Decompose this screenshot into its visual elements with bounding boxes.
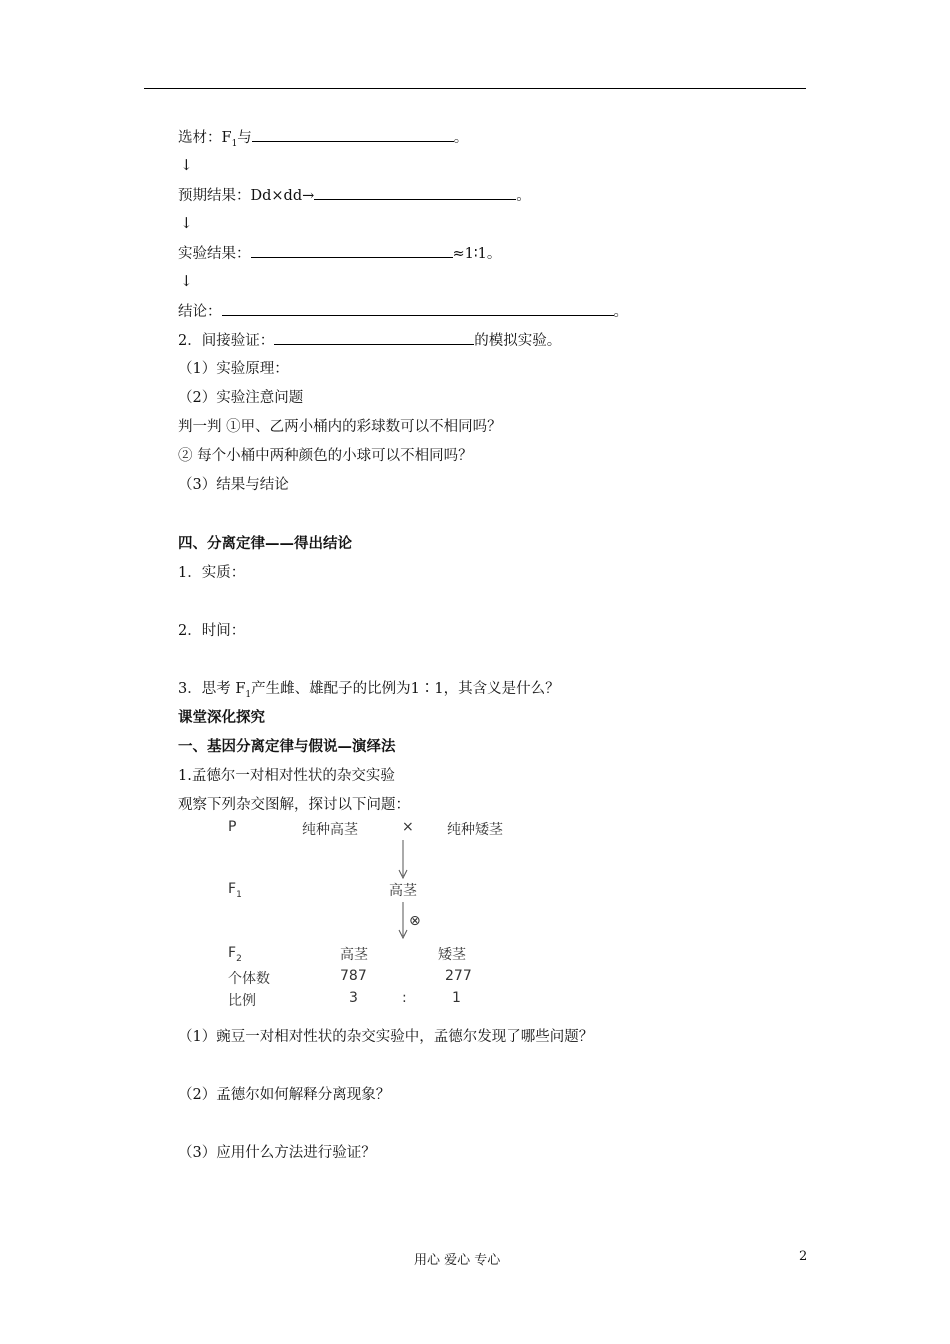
diagram-f1-label: $F_1$ (228, 881, 242, 900)
question-1: （1）豌豆一对相对性状的杂交实验中，孟德尔发现了哪些问题？ (178, 1029, 594, 1045)
down-arrow-icon: ↓ (180, 214, 193, 232)
diagram-ratio-short: 1 (452, 990, 461, 1006)
down-arrow-icon: ↓ (180, 156, 193, 174)
diagram-pure-tall: 纯种高茎 (302, 822, 358, 838)
line-material: 选材：$F_1$与 。 (178, 127, 468, 154)
heading-explore: 课堂深化探究 (178, 710, 265, 726)
diagram-ratio-tall: 3 (349, 990, 358, 1006)
down-arrow-icon: ↓ (180, 272, 193, 290)
line-result: 实验结果： ≈1∶1。 (178, 243, 501, 264)
line-notes: （2）实验注意问题 (178, 390, 304, 406)
line-judge-2: ② 每个小桶中两种颜色的小球可以不相同吗？ (178, 448, 473, 464)
line-judge-1: 判一判 ①甲、乙两小桶内的彩球数可以不相同吗？ (178, 419, 502, 435)
line-think: 3．思考 $F_1$产生雌、雄配子的比例为1∶1，其含义是什么？ (178, 681, 560, 700)
diagram-count-label: 个体数 (228, 971, 270, 987)
line-indirect: 2．间接验证： 的模拟实验。 (178, 330, 561, 351)
line-observe: 观察下列杂交图解，探讨以下问题： (178, 797, 410, 813)
diagram-f2-label: $F_2$ (228, 945, 242, 964)
selfing-symbol-icon: ⊗ (409, 913, 421, 929)
diagram-ratio-colon: : (402, 990, 407, 1006)
diagram-ratio-label: 比例 (228, 993, 256, 1009)
heading-section-1: 一、基因分离定律与假说—演绎法 (178, 739, 396, 755)
diagram-f2-short: 矮茎 (438, 947, 466, 963)
line-time: 2．时间： (178, 623, 246, 639)
down-arrow-icon (396, 900, 410, 942)
line-expected: 预期结果：Dd×dd→ 。 (178, 185, 531, 206)
line-principle: （1）实验原理： (178, 361, 289, 377)
line-conclusion: 结论： 。 (178, 301, 628, 322)
heading-section-4: 四、分离定律——得出结论 (178, 536, 352, 552)
line-essence: 1．实质： (178, 565, 246, 581)
diagram-count-short: 277 (445, 968, 472, 984)
diagram-cross-symbol: × (402, 819, 414, 835)
footer-motto: 用心 爱心 专心 (414, 1253, 501, 1268)
diagram-f1-tall: 高茎 (389, 883, 417, 899)
line-experiment-title: 1.孟德尔一对相对性状的杂交实验 (178, 768, 395, 784)
line-result-conclusion: （3）结果与结论 (178, 477, 289, 493)
question-2: （2）孟德尔如何解释分离现象？ (178, 1087, 391, 1103)
page-number: 2 (799, 1249, 808, 1264)
diagram-pure-short: 纯种矮茎 (447, 822, 503, 838)
diagram-count-tall: 787 (340, 968, 367, 984)
header-rule (144, 88, 806, 89)
down-arrow-icon (396, 838, 410, 882)
question-3: （3）应用什么方法进行验证？ (178, 1145, 376, 1161)
diagram-f2-tall: 高茎 (340, 947, 368, 963)
diagram-p-label: P (228, 819, 237, 835)
